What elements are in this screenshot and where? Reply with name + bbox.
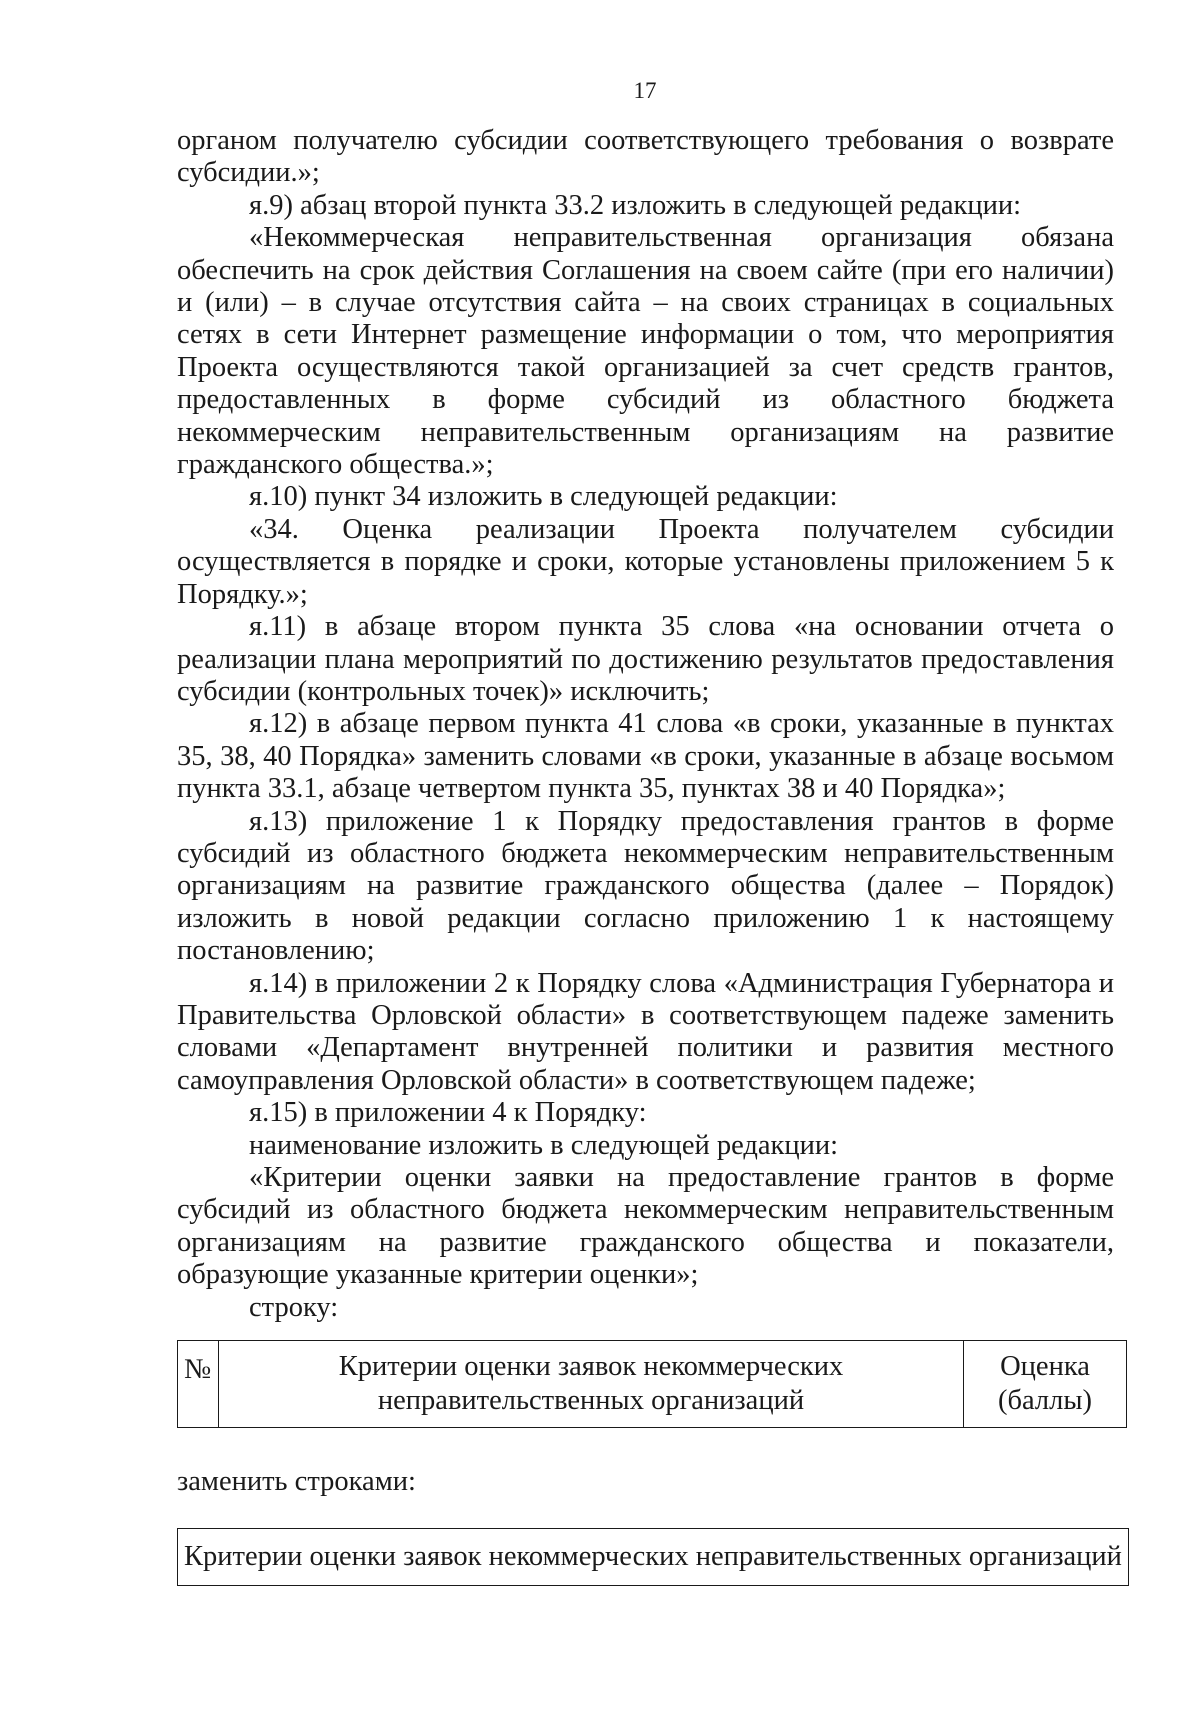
paragraph: я.10) пункт 34 изложить в следующей редакции: bbox=[249, 481, 838, 513]
paragraph: я.12) в абзаце первом пункта 41 слова «в сроки, указанные в пунктах 35, 38, 40 Порядка» заменить словами «в сроки, указанные в абзаце восьмом пункта 33.1, абзаце четвертом пункта 35, пунктах 38 и 40 Порядка»; bbox=[177, 708, 1114, 805]
paragraph: я.13) приложение 1 к Порядку предоставления грантов в форме субсидий из областного бюджета некоммерческим неправительственным организациям на развитие гражданского общества (далее – Порядок) изложить в новой редакции согласно приложению 1 к настоящему постановлению; bbox=[177, 805, 1114, 967]
document-body bbox=[177, 125, 1114, 1324]
paragraph: «Критерии оценки заявки на предоставление грантов в форме субсидий из областного бюджета некоммерческим неправительственным организациям на развитие гражданского общества и показатели, образующие указанные критерии оценки»; bbox=[177, 1162, 1114, 1291]
paragraph: я.9) абзац второй пункта 33.2 изложить в следующей редакции: bbox=[249, 189, 1022, 221]
paragraph: я.11) в абзаце втором пункта 35 слова «на основании отчета о реализации плана мероприятий по достижению результатов предоставления субсидии (контрольных точек)» исключить; bbox=[177, 611, 1114, 707]
paragraph: я.14) в приложении 2 к Порядку слова «Администрация Губернатора и Правительства Орловской области» в соответствующем падеже заменить словами «Департамент внутренней политики и развития местного самоуправления Орловской области» в соответствующем падеже; bbox=[177, 967, 1114, 1096]
score-header-cell: Оценка (баллы) bbox=[964, 1341, 1127, 1428]
paragraph: строку: bbox=[249, 1291, 339, 1323]
paragraph: «Некоммерческая неправительственная организация обязана обеспечить на срок действия Соглашения на своем сайте (при его наличии) и (или) – в случае отсутствия сайта – на своих страницах в социальных сетях в сети Интернет размещение информации о том, что мероприятия Проекта осуществляются такой организацией за счет средств грантов, предоставленных в форме субсидий из областного бюджета некоммерческим неправительственным организациям на развитие гражданского общества.»; bbox=[177, 222, 1114, 481]
number-header-cell: № bbox=[178, 1341, 219, 1428]
paragraph: наименование изложить в следующей редакции: bbox=[249, 1129, 839, 1161]
new-table-row bbox=[177, 1528, 1129, 1586]
paragraph: органом получателю субсидии соответствующего требования о возврате субсидии.»; bbox=[177, 125, 1114, 189]
paragraph: «34. Оценка реализации Проекта получателем субсидии осуществляется в порядке и сроки, которые установлены приложением 5 к Порядку.»; bbox=[177, 513, 1114, 610]
page-number: 17 bbox=[633, 78, 657, 103]
criteria-header-cell: Критерии оценки заявок некоммерческих неправительственных организаций bbox=[219, 1341, 964, 1428]
paragraph: я.15) в приложении 4 к Порядку: bbox=[249, 1097, 647, 1129]
old-table-row bbox=[177, 1340, 1127, 1428]
table-row bbox=[178, 1529, 1129, 1586]
criteria-section-cell: Критерии оценки заявок некоммерческих неправительственных организаций bbox=[178, 1529, 1129, 1586]
replace-label: заменить строками: bbox=[177, 1466, 416, 1497]
table-row bbox=[178, 1341, 1127, 1428]
